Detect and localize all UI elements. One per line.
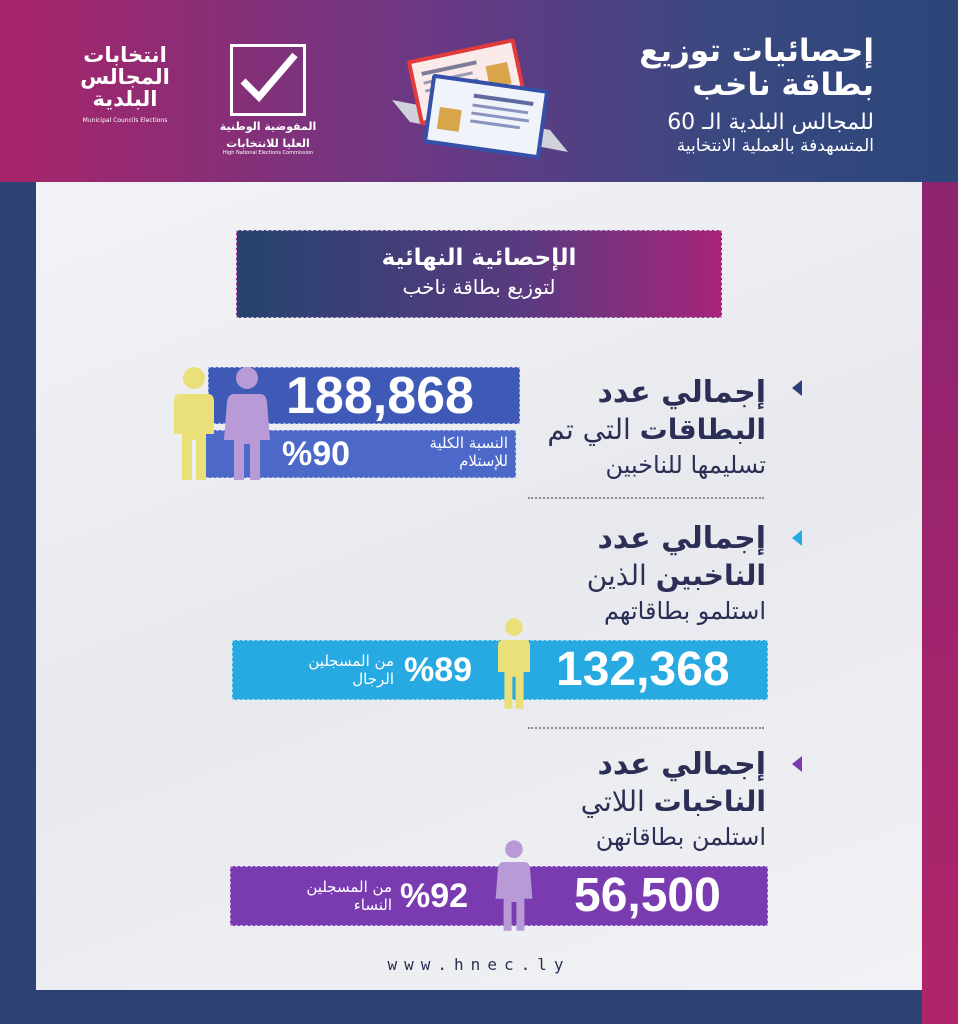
left-border — [0, 182, 36, 1024]
man-icon — [494, 616, 534, 712]
banner-subtitle: لتوزيع بطاقة ناخب — [402, 275, 556, 299]
cards-pct-label-line1: النسبة الكلية — [429, 434, 508, 452]
header-bar — [0, 0, 958, 182]
women-total-value: 56,500 — [574, 869, 721, 922]
logo-mce-english: Municipal Councils Elections — [82, 117, 168, 124]
women-pct-label-line1: من المسجلين — [306, 878, 392, 896]
logo-hnec-line2: العليا للانتخابات — [226, 137, 310, 150]
website-link[interactable]: www.hnec.ly — [387, 955, 571, 974]
section-divider — [528, 497, 764, 499]
women-title-line3: استلمن بطاقاتهن — [595, 823, 766, 851]
logo-hnec-english: High National Elections Commission — [222, 150, 314, 156]
cards-title-bold: البطاقات — [639, 413, 766, 446]
cards-title-line3: تسليمها للناخبين — [605, 451, 766, 479]
final-stats-banner — [236, 230, 722, 318]
right-border — [922, 182, 958, 1024]
cards-total-value: 188,868 — [286, 367, 474, 425]
women-pct-label-line2: النساء — [353, 896, 392, 914]
cards-title-line1: إجمالي عدد — [597, 375, 766, 410]
logo-hnec-line1: المفوضية الوطنية — [219, 120, 317, 133]
cards-percentage-value: %90 — [282, 435, 351, 473]
header-subtitle-line1: للمجالس البلدية الـ 60 — [667, 110, 874, 135]
men-pct-label-line1: من المسجلين — [308, 652, 394, 670]
logo-mce-line2: المجالس — [80, 65, 170, 89]
woman-icon — [222, 364, 272, 484]
bullet-icon — [792, 380, 802, 396]
women-title-bold: الناخبات — [653, 785, 766, 818]
men-title-line3: استلمو بطاقاتهم — [603, 597, 766, 625]
women-percentage-label — [250, 878, 392, 914]
bullet-icon — [792, 756, 802, 772]
municipal-elections-logo — [60, 44, 190, 140]
header-title — [614, 34, 874, 156]
woman-icon — [494, 838, 534, 934]
men-pct-label-line2: الرجال — [352, 670, 394, 688]
logo-mce-line3: البلدية — [92, 87, 158, 111]
men-title-rest: الذين — [586, 559, 656, 592]
logo-mce-line1: انتخابات — [83, 43, 167, 67]
women-title-rest: اللاتي — [580, 785, 654, 818]
bottom-border — [36, 990, 922, 1024]
checkmark-icon — [230, 44, 306, 116]
cards-pct-label-line2: للإستلام — [459, 452, 508, 470]
men-section-title — [446, 520, 766, 628]
header-subtitle-line2: المتسهدفة بالعملية الانتخابية — [676, 136, 874, 156]
men-percentage-label — [252, 652, 394, 688]
men-total-value: 132,368 — [556, 643, 730, 696]
header-title-line1: إحصائيات توزيع — [639, 33, 874, 69]
voter-cards-illustration — [390, 30, 570, 175]
section-divider — [528, 727, 764, 729]
header-title-line2: بطاقة ناخب — [692, 67, 874, 103]
men-title-line1: إجمالي عدد — [597, 521, 766, 556]
cards-percentage-label — [380, 434, 508, 470]
banner-title: الإحصائية النهائية — [381, 245, 577, 271]
man-icon — [172, 364, 216, 484]
men-title-bold: الناخبين — [655, 559, 766, 592]
women-title-line1: إجمالي عدد — [597, 747, 766, 782]
bullet-icon — [792, 530, 802, 546]
men-percentage-value: %89 — [404, 651, 473, 689]
women-percentage-value: %92 — [400, 877, 469, 915]
cards-title-rest: التي تم — [547, 413, 640, 446]
hnec-logo — [218, 44, 318, 156]
